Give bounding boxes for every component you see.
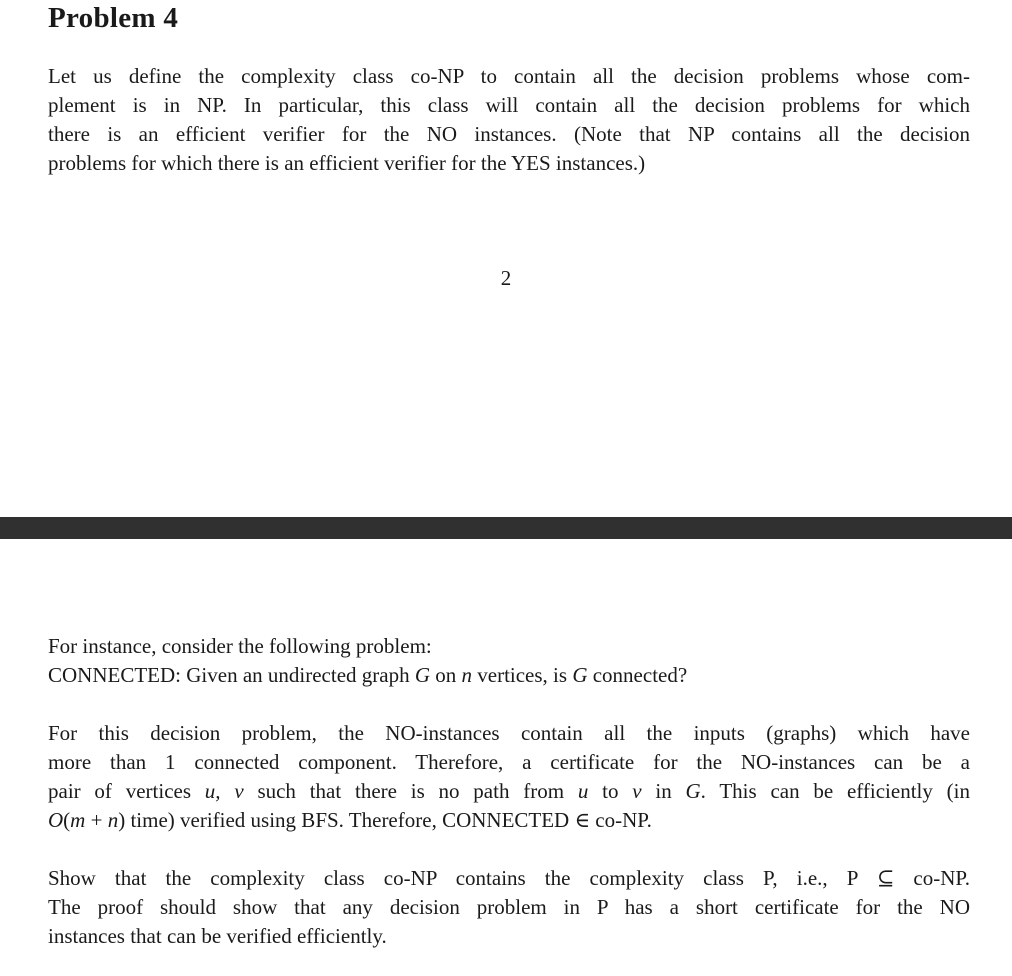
example-intro-line: For instance, consider the following problem:	[48, 634, 432, 658]
paragraph-line: Show that the complexity class co-NP contains the complexity class P, i.e., P ⊆ co-NP.	[48, 866, 970, 890]
connected-label: CONNECTED: Given an undirected graph	[48, 663, 415, 687]
intro-paragraph	[48, 62, 970, 178]
page-number: 2	[500, 266, 512, 290]
math-plus: +	[85, 808, 108, 832]
paragraph-line: The proof should show that any decision problem in P has a short certificate for the NO	[48, 895, 970, 919]
intro-line: there is an efficient verifier for the NO instances. (Note that NP contains all the decision	[48, 122, 970, 146]
paragraph-line	[48, 777, 970, 806]
text: such that there is no path from	[243, 779, 578, 803]
text: time) verified using BFS. Therefore, CONNECTED ∈ co-NP.	[125, 808, 652, 832]
intro-line: Let us define the complexity class co-NP to contain all the decision problems whose com-	[48, 64, 970, 88]
math-paren: )	[118, 808, 126, 832]
text: pair of vertices	[48, 779, 205, 803]
paragraph-line: more than 1 connected component. Therefore, a certificate for the NO-instances can be a	[48, 750, 970, 774]
math-u: u	[577, 779, 589, 803]
math-G: G	[414, 663, 430, 687]
connected-problem-line	[48, 661, 970, 690]
text-on: on	[430, 663, 462, 687]
math-v: v	[632, 779, 642, 803]
intro-line: plement is in NP. In particular, this class will contain all the decision problems for which	[48, 93, 970, 117]
text-connected-end: connected?	[587, 663, 688, 687]
problem-heading: Problem 4	[48, 2, 179, 34]
page-divider	[0, 517, 1012, 539]
math-G: G	[685, 779, 701, 803]
text: in	[641, 779, 686, 803]
paragraph-line: For this decision problem, the NO-instances contain all the inputs (graphs) which have	[48, 721, 970, 745]
paragraph-line: instances that can be verified efficiently.	[48, 924, 387, 948]
text: . This can be efficiently (in	[700, 779, 970, 803]
text: to	[588, 779, 633, 803]
intro-line: problems for which there is an efficient verifier for the YES instances.)	[48, 151, 646, 175]
page-2	[0, 539, 1012, 976]
paragraph-line	[48, 806, 970, 835]
math-O: O	[48, 808, 64, 832]
example-paragraph	[48, 632, 970, 690]
text-vertices: vertices, is	[472, 663, 573, 687]
math-m: m	[70, 808, 86, 832]
math-uv: u, v	[204, 779, 244, 803]
math-n: n	[107, 808, 119, 832]
math-G: G	[572, 663, 588, 687]
math-paren: (	[63, 808, 71, 832]
math-n: n	[461, 663, 472, 687]
certificate-paragraph	[48, 719, 970, 835]
task-paragraph	[48, 864, 970, 951]
